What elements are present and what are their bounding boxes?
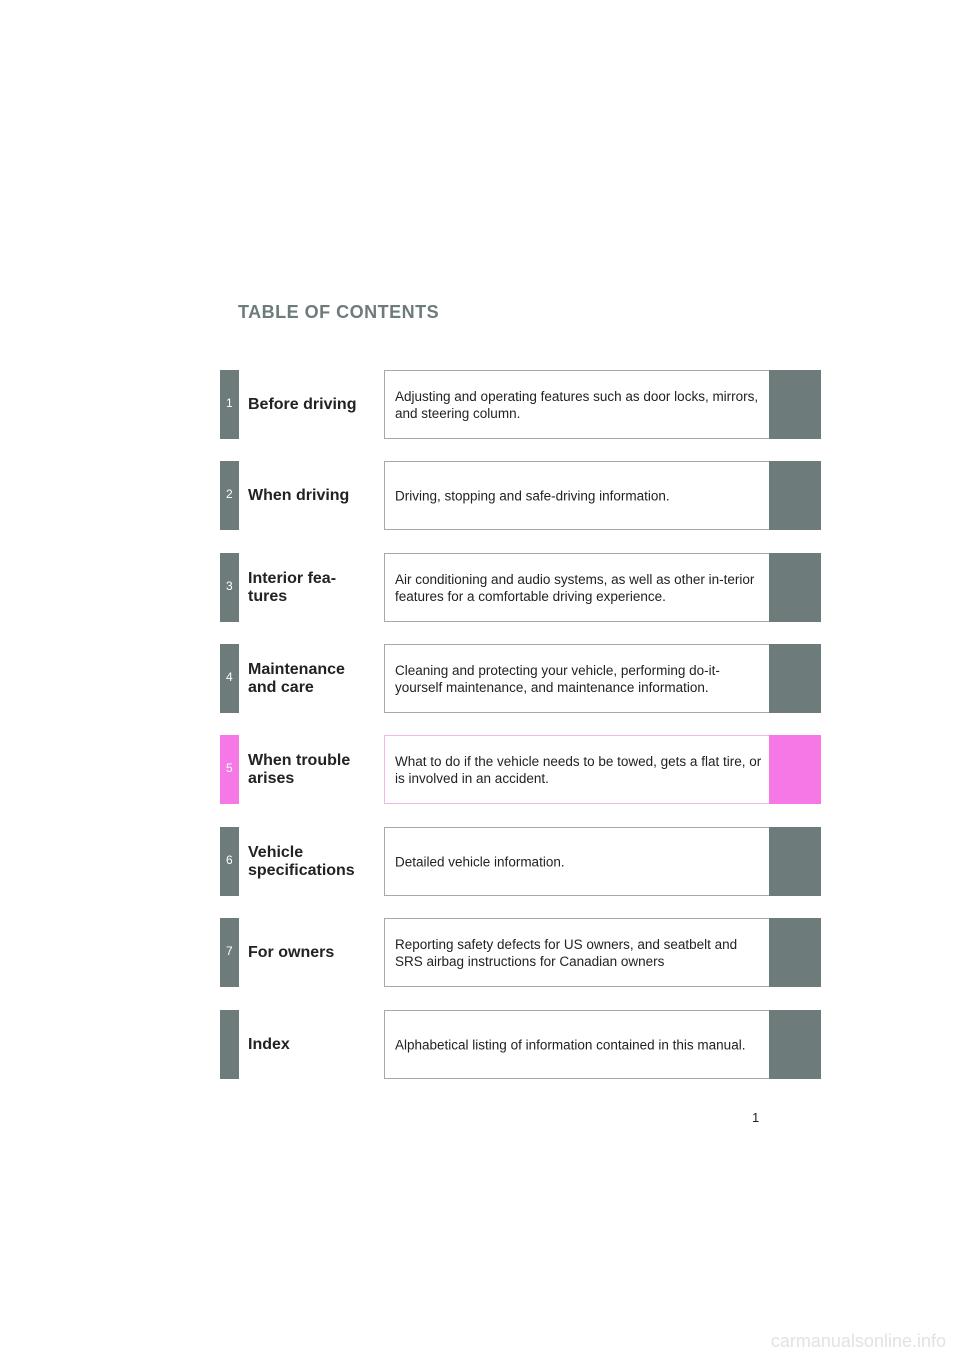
section-description: Reporting safety defects for US owners, and seatbelt and SRS airbag instructions for Canadian owners [395,936,738,969]
section-title[interactable]: Index [248,1035,290,1053]
section-thumb-tab[interactable] [769,1010,821,1079]
section-description: Driving, stopping and safe-driving information. [395,488,670,503]
section-description-box [384,1010,771,1079]
section-number-tab: 6 [220,827,239,896]
section-description: Alphabetical listing of information contained in this manual. [395,1037,746,1052]
page-title: TABLE OF CONTENTS [238,302,440,322]
watermark: carmanualsonline.info [770,1331,946,1351]
section-description-box [384,918,771,987]
section-number-tab [220,1010,239,1079]
section-number-tab: 3 [220,553,239,622]
section-description-box [384,644,771,713]
page-number: 1 [752,1110,760,1125]
toc-row-6[interactable] [220,827,821,896]
section-title[interactable]: When trouble arises [248,751,351,787]
section-description: Air conditioning and audio systems, as well as other in-terior features for a comfortable driving experience. [395,571,755,604]
section-thumb-tab[interactable] [769,644,821,713]
section-description-box [384,735,771,804]
toc-row-3[interactable] [220,553,821,622]
section-number-tab: 1 [220,370,239,439]
section-title[interactable]: Interior fea- tures [248,569,337,605]
toc-row-2[interactable] [220,461,821,530]
section-title[interactable]: Maintenance and care [248,660,345,696]
section-number-tab: 2 [220,461,239,530]
section-number-tab: 4 [220,644,239,713]
toc-row-4[interactable] [220,644,821,713]
section-description-box [384,370,771,439]
toc-row-index[interactable] [220,1010,821,1079]
section-thumb-tab[interactable] [769,370,821,439]
section-thumb-tab[interactable] [769,553,821,622]
section-thumb-tab[interactable] [769,461,821,530]
section-title[interactable]: For owners [248,943,335,961]
toc-row-1[interactable] [220,370,821,439]
section-title[interactable]: Before driving [248,395,357,413]
section-description-box [384,553,771,622]
section-description: Adjusting and operating features such as door locks, mirrors, and steering column. [395,388,759,421]
section-title[interactable]: When driving [248,486,350,504]
section-description: Cleaning and protecting your vehicle, performing do-it-yourself maintenance, and maintenance information. [395,662,720,695]
section-description-box [384,461,771,530]
section-number-tab: 5 [220,735,239,804]
toc-row-5[interactable] [220,735,821,804]
section-thumb-tab[interactable] [769,735,821,804]
section-description: Detailed vehicle information. [395,854,565,869]
section-thumb-tab[interactable] [769,918,821,987]
section-description: What to do if the vehicle needs to be towed, gets a flat tire, or is involved in an accident. [395,753,762,786]
toc-row-7[interactable] [220,918,821,987]
section-thumb-tab[interactable] [769,827,821,896]
section-number-tab: 7 [220,918,239,987]
section-description-box [384,827,771,896]
section-title[interactable]: Vehicle specifications [248,843,355,879]
